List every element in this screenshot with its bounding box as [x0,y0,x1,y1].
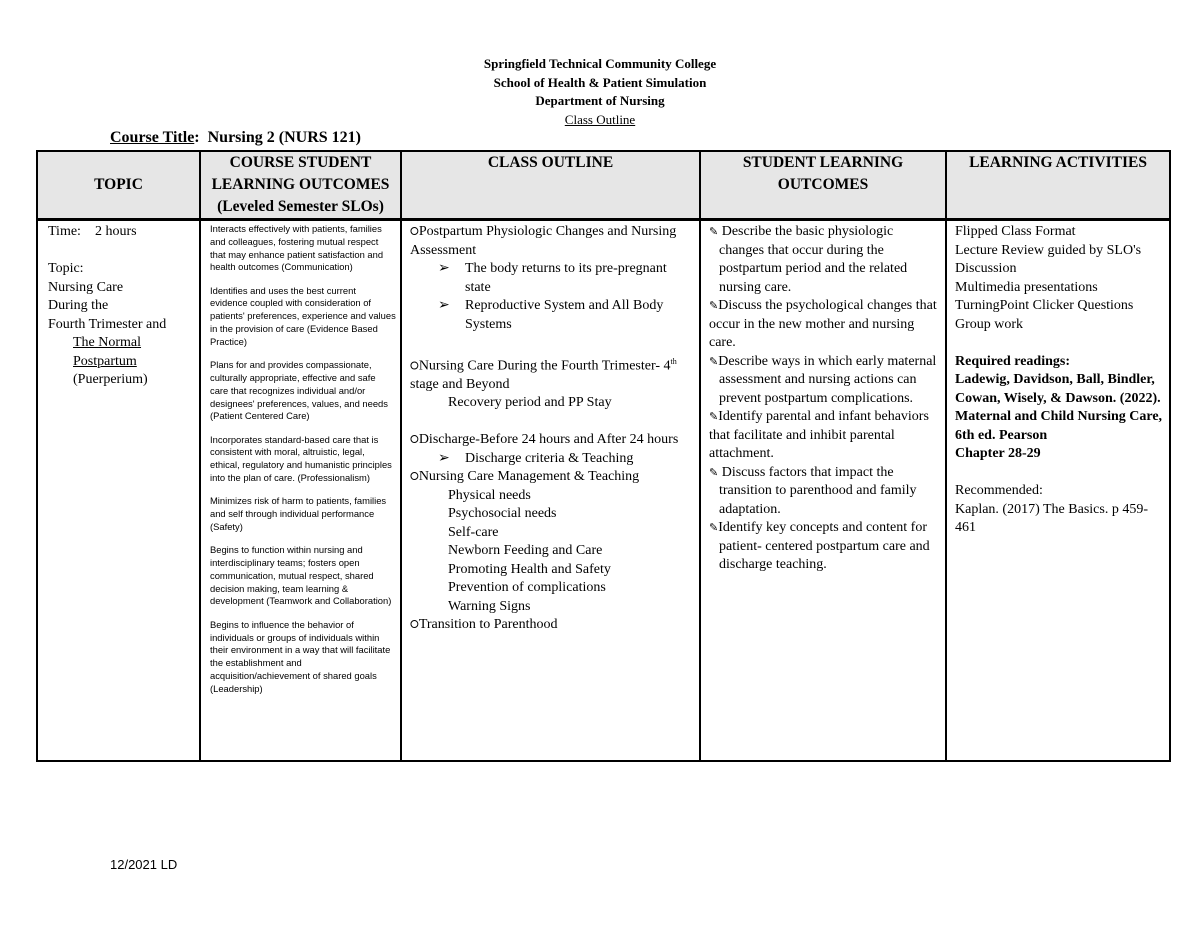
course-title: Course Title: Nursing 2 (NURS 121) [110,129,361,146]
activity-item: TurningPoint Clicker Questions [955,298,1134,313]
list-item-text: The body returns to its pre-pregnant state [465,261,667,295]
outline-section-title: Nursing Care Management & Teaching [418,469,640,485]
list-item: Psychosocial needs [448,506,557,522]
topic-line: During the [48,298,109,313]
pencil-bullet-icon: ✎ [709,466,719,479]
outcome-item [709,519,941,575]
topic-line: (Puerperium) [73,372,148,387]
ordinal-suffix: th [670,356,677,366]
list-item: Physical needs [448,487,531,503]
course-title-label: Course Title [110,129,195,146]
list-item: Warning Signs [448,598,531,614]
list-item-text: Reproductive System and All Body Systems [465,298,664,332]
pencil-bullet-icon: ✎ [709,226,719,238]
list-item: Self-care [448,524,499,540]
pencil-bullet-icon: ✎ [709,411,719,423]
arrow-bullet-icon: ➢ [438,261,450,276]
outcome-text: Discuss factors that impact the transition to parenthood and family adaptation. [718,464,917,517]
circle-bullet-icon: ⭘ [410,434,419,447]
circle-bullet-icon: ⭘ [410,360,419,373]
slo-leadership: Begins to influence the behavior of individuals or groups of individuals within their environment in a way that will facilitate the establishment and acquisition/achievement of shared goals (Leadership) [210,618,391,694]
outcome-item [709,297,941,353]
outline-section-title: Postpartum Physiologic Changes and Nursing Assessment [410,224,677,258]
class-outline-cell [401,220,700,761]
activity-item: Group work [955,316,1024,332]
outcome-item [709,223,941,297]
list-item [410,450,695,469]
outcome-item [709,353,941,409]
slo-communication: Interacts effectively with patients, families and colleagues, fostering mutual respect that may enhance patient satisfaction and health outcomes (Communication) [210,223,384,273]
slo-professionalism: Incorporates standard-based care that is consistent with moral, altruistic, legal, ethical, regulatory and humanistic principles into the plan of care. (Professionalism) [210,433,392,484]
learning-activities-cell [946,220,1170,761]
required-readings-label: Required readings: [955,353,1070,369]
slo-safety: Minimizes risk of harm to patients, families and self through individual performance (Safety) [210,495,387,532]
outline-section [410,353,695,395]
required-readings-text: Ladewig, Davidson, Ball, Bindler, Cowan, Wisely, & Dawson. (2022). Maternal and Child Nursing Care, 6th ed. Pearson [955,372,1163,443]
list-item: Promoting Health and Safety [448,561,611,577]
topic-time: Time: 2 hours [48,224,137,239]
outcome-text: Describe the basic physiologic changes that occur during the postpartum period and the related nursing care. [718,224,908,295]
activity-item: Multimedia presentations [955,279,1098,295]
list-item: Prevention of complications [448,580,606,596]
outcome-item [709,464,941,520]
school-name: School of Health & Patient Simulation [493,74,707,90]
header-topic: TOPIC [37,151,200,220]
circle-bullet-icon: ⭘ [410,226,419,238]
list-item [410,297,695,334]
footer-date: 12/2021 LD [110,857,178,872]
document-header [0,55,1200,129]
arrow-bullet-icon: ➢ [438,298,450,313]
outcome-item [709,408,941,464]
outcome-text: Identify parental and infant behaviors that facilitate and inhibit parental attachment. [709,409,929,461]
outline-section-title: Nursing Care During the Fourth Trimester- 4 [418,358,671,374]
outline-section-title: Transition to Parenthood [418,617,558,633]
header-learning-activities: LEARNING ACTIVITIES [946,151,1170,220]
circle-bullet-icon: ⭘ [410,619,419,632]
outline-table [36,150,1171,762]
slo-teamwork: Begins to function within nursing and interdisciplinary teams; fosters open communication, mutual respect, shared decision making, team learning & development (Teamwork and Collaboration) [210,544,392,607]
slo-evidence-based-practice: Identifies and uses the best current evidence coupled with consideration of patients' preferences, experience and values in the provision of care (Evidence Based Practice) [210,284,396,347]
outline-section-title: Discharge-Before 24 hours and After 24 hours [418,432,679,448]
pencil-bullet-icon: ✎ [709,300,719,312]
topic-line: Postpartum [73,353,137,369]
topic-line: Nursing Care [48,279,124,295]
outline-section [410,431,695,450]
outline-section [410,468,695,487]
topic-cell [37,220,200,761]
document-type: Class Outline [564,111,636,127]
recommended-text: Kaplan. (2017) The Basics. p 459-461 [955,501,1148,535]
arrow-bullet-icon: ➢ [438,450,450,466]
outline-section [410,223,695,260]
outcome-text: Identify key concepts and content for patient- centered postpartum care and discharge teaching. [718,520,930,572]
circle-bullet-icon: ⭘ [410,471,419,484]
pencil-bullet-icon: ✎ [709,355,719,368]
header-course-slos: COURSE STUDENT LEARNING OUTCOMES (Leveled Semester SLOs) [200,151,401,220]
topic-line: Fourth Trimester and [48,316,167,332]
course-title-value: Nursing 2 (NURS 121) [207,129,361,146]
student-outcomes-cell [700,220,946,761]
slo-patient-centered-care: Plans for and provides compassionate, culturally appropriate, effective and safe care that recognizes individual and/or designees' preferences, values, and needs (Patient Centered Care) [210,359,388,422]
required-chapters: Chapter 28-29 [955,446,1041,461]
outline-section-title-end: stage and Beyond [410,376,510,392]
header-student-outcomes: STUDENT LEARNING OUTCOMES [700,151,946,220]
outcome-text: Describe ways in which early maternal assessment and nursing actions can prevent postpartum complications. [718,353,937,406]
list-item: Recovery period and PP Stay [448,395,612,411]
activity-item: Flipped Class Format [955,224,1076,239]
topic-line: The Normal [73,335,142,350]
table-header-row [37,151,1170,220]
recommended-label: Recommended: [955,483,1043,498]
outcome-text: Discuss the psychological changes that occur in the new mother and nursing care. [709,298,937,350]
list-item-text: Discharge criteria & Teaching [465,450,634,466]
list-item [410,260,695,297]
header-class-outline: CLASS OUTLINE [401,151,700,220]
pencil-bullet-icon: ✎ [709,522,719,534]
topic-label: Topic: [48,261,84,276]
table-row [37,220,1170,761]
course-slos-cell [200,220,401,761]
department-name: Department of Nursing [535,93,665,108]
college-name: Springfield Technical Community College [483,56,717,71]
list-item: Newborn Feeding and Care [448,543,603,559]
activity-item: Lecture Review guided by SLO's Discussion [955,242,1142,276]
outline-section [410,616,695,635]
